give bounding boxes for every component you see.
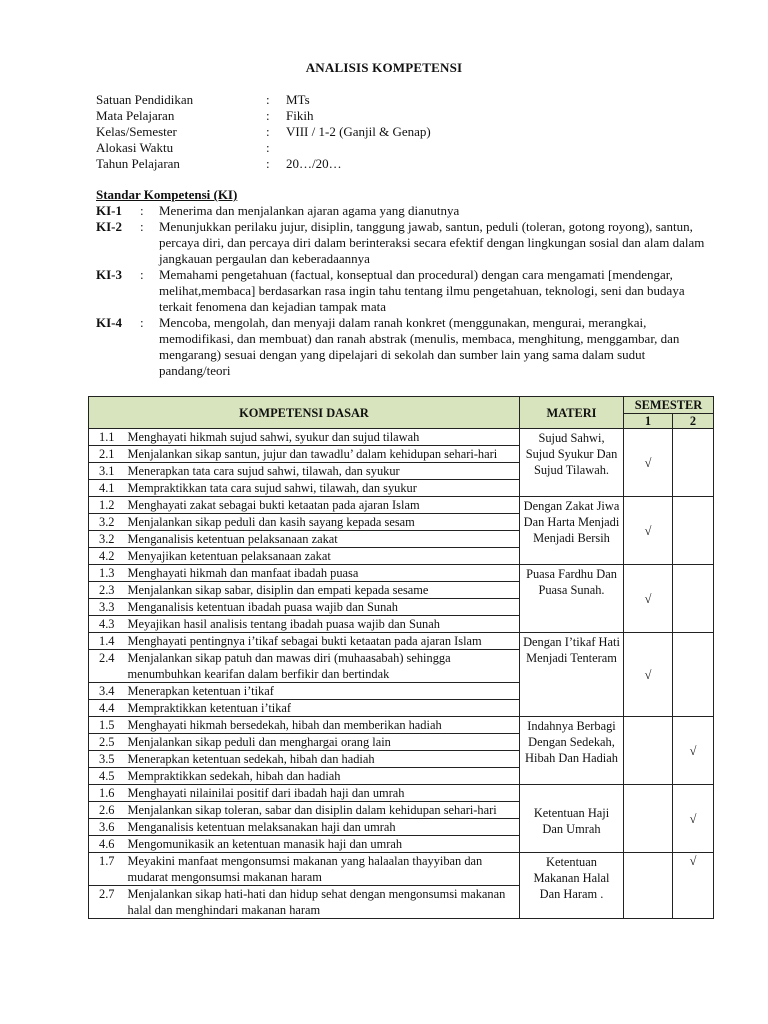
semester-1-cell: [624, 785, 673, 853]
identity-value: VIII / 1-2 (Ganjil & Genap): [286, 124, 431, 139]
table-row: [89, 497, 714, 514]
semester-1-cell: [624, 717, 673, 785]
identity-value: 20…/20…: [286, 156, 342, 171]
kd-text: Menghayati pentingnya i’tikaf sebagai bukti ketaatan pada ajaran Islam: [125, 633, 520, 650]
kd-number: 3.5: [89, 751, 125, 768]
identity-label: Mata Pelajaran: [96, 108, 175, 123]
materi-cell: Puasa Fardhu Dan Puasa Sunah.: [520, 565, 624, 633]
ki-text: Memahami pengetahuan (factual, konseptual dan procedural) dengan cara mengamati [mendengar, melihat,membaca] berdasarkan rasa ingin tahu tentang ilmu pengetahuan, teknologi, seni dan budaya terkait fenomena dan kejadian tampak mata: [159, 267, 685, 314]
table-row: [89, 565, 714, 582]
identity-row: [96, 108, 431, 124]
kd-text: Menjalankan sikap patuh dan mawas diri (muhaasabah) sehingga menumbuhkan kearifan dalam berfikir dan bertindak: [125, 650, 520, 683]
identity-value: Fikih: [286, 108, 314, 123]
kd-text: Mengomunikasik an ketentuan manasik haji dan umrah: [125, 836, 520, 853]
semester-1-cell: [624, 429, 673, 497]
identity-label: Kelas/Semester: [96, 124, 177, 139]
kd-text: Mempraktikkan ketentuan i’tikaf: [125, 700, 520, 717]
competency-table: [88, 396, 714, 919]
kd-text: Menganalisis ketentuan melaksanakan haji dan umrah: [125, 819, 520, 836]
identity-row: [96, 124, 431, 140]
materi-cell: Dengan Zakat Jiwa Dan Harta Menjadi Menjadi Bersih: [520, 497, 624, 565]
ki-separator: :: [140, 315, 144, 330]
identity-row: [96, 92, 431, 108]
identity-row: [96, 156, 431, 172]
header-semester-2: 2: [673, 414, 714, 429]
header-materi: MATERI: [520, 397, 624, 429]
kd-number: 1.5: [89, 717, 125, 734]
kd-number: 1.3: [89, 565, 125, 582]
kd-number: 2.6: [89, 802, 125, 819]
materi-cell: Dengan I’tikaf Hati Menjadi Tenteram: [520, 633, 624, 717]
kd-text: Menyajikan ketentuan pelaksanaan zakat: [125, 548, 520, 565]
semester-1-cell: [624, 497, 673, 565]
ki-text: Menerima dan menjalankan ajaran agama yang dianutnya: [159, 203, 460, 218]
kd-text: Menghayati nilainilai positif dari ibadah haji dan umrah: [125, 785, 520, 802]
kd-number: 1.7: [89, 853, 125, 886]
semester-1-cell: [624, 853, 673, 919]
kd-text: Menerapkan tata cara sujud sahwi, tilawah, dan syukur: [125, 463, 520, 480]
checkmark-icon: √: [644, 591, 652, 606]
kd-text: Menjalankan sikap peduli dan menghargai orang lain: [125, 734, 520, 751]
ki-code: KI-3: [96, 267, 122, 282]
materi-cell: Ketentuan Makanan Halal Dan Haram .: [520, 853, 624, 919]
kd-text: Menghayati hikmah dan manfaat ibadah puasa: [125, 565, 520, 582]
identity-value: MTs: [286, 92, 310, 107]
kd-number: 3.6: [89, 819, 125, 836]
semester-2-cell: [673, 565, 714, 633]
table-row: [89, 633, 714, 650]
kd-number: 3.1: [89, 463, 125, 480]
kd-text: Menganalisis ketentuan ibadah puasa wajib dan Sunah: [125, 599, 520, 616]
kd-number: 4.3: [89, 616, 125, 633]
checkmark-icon: √: [644, 455, 652, 470]
kd-number: 4.2: [89, 548, 125, 565]
kd-number: 3.4: [89, 683, 125, 700]
semester-2-cell: [673, 429, 714, 497]
kd-text: Menjalankan sikap hati-hati dan hidup sehat dengan mengonsumsi makanan halal dan menghindari makanan haram: [125, 886, 520, 919]
header-semester-1: 1: [624, 414, 673, 429]
checkmark-icon: √: [644, 667, 652, 682]
kd-number: 3.2: [89, 514, 125, 531]
kd-text: Mempraktikkan tata cara sujud sahwi, tilawah, dan syukur: [125, 480, 520, 497]
standar-kompetensi-heading: Standar Kompetensi (KI): [96, 187, 238, 202]
kd-text: Meyakini manfaat mengonsumsi makanan yang halaalan thayyiban dan mudarat mengonsumsi makanan haram: [125, 853, 520, 886]
kd-number: 1.6: [89, 785, 125, 802]
page-title: ANALISIS KOMPETENSI: [305, 60, 463, 75]
kd-number: 2.1: [89, 446, 125, 463]
kd-number: 4.4: [89, 700, 125, 717]
semester-2-cell: [673, 785, 714, 853]
identity-label: Tahun Pelajaran: [96, 156, 180, 171]
table-row: [89, 717, 714, 734]
identity-sep: :: [266, 124, 270, 139]
kd-number: 4.6: [89, 836, 125, 853]
ki-text: Menunjukkan perilaku jujur, disiplin, tanggung jawab, santun, peduli (toleran, gotong royong), santun, percaya diri, dan percaya diri dalam berinteraksi secara efektif dengan lingkungan sosial dan alam dalam jangkauan pergaulan dan keberadaannya: [159, 219, 705, 266]
identity-sep: :: [266, 140, 270, 155]
ki-separator: :: [140, 267, 144, 282]
identity-block: [96, 92, 431, 172]
semester-2-cell: [673, 717, 714, 785]
semester-2-cell: [673, 633, 714, 717]
ki-text: Mencoba, mengolah, dan menyaji dalam ranah konkret (menggunakan, mengurai, merangkai, memodifikasi, dan membuat) dan ranah abstrak (menulis, membaca, menghitung, menggambar, dan mengarang) sesuai dengan yang dipelajari di sekolah dan sumber lain yang sama dalam sudut pandang/teori: [159, 315, 680, 378]
table-row: [89, 429, 714, 446]
identity-sep: :: [266, 156, 270, 171]
identity-label: Satuan Pendidikan: [96, 92, 194, 107]
checkmark-icon: √: [689, 811, 697, 826]
ki-item: [96, 203, 716, 219]
kd-number: 3.3: [89, 599, 125, 616]
header-kompetensi-dasar: KOMPETENSI DASAR: [89, 397, 520, 429]
semester-2-cell: [673, 853, 714, 919]
semester-1-cell: [624, 565, 673, 633]
table-row: [89, 785, 714, 802]
ki-code: KI-4: [96, 315, 122, 330]
ki-item: [96, 267, 716, 315]
materi-cell: Sujud Sahwi, Sujud Syukur Dan Sujud Tilawah.: [520, 429, 624, 497]
checkmark-icon: √: [689, 743, 697, 758]
kd-number: 2.3: [89, 582, 125, 599]
kd-number: 4.5: [89, 768, 125, 785]
identity-label: Alokasi Waktu: [96, 140, 174, 155]
kd-text: Menjalankan sikap peduli dan kasih sayang kepada sesam: [125, 514, 520, 531]
ki-item: [96, 315, 716, 379]
kd-number: 2.5: [89, 734, 125, 751]
kd-number: 2.7: [89, 886, 125, 919]
ki-separator: :: [140, 203, 144, 218]
kd-text: Menjalankan sikap santun, jujur dan tawadlu’ dalam kehidupan sehari-hari: [125, 446, 520, 463]
semester-1-cell: [624, 633, 673, 717]
kd-text: Menjalankan sikap sabar, disiplin dan empati kepada sesame: [125, 582, 520, 599]
ki-item: [96, 219, 716, 267]
kd-number: 1.2: [89, 497, 125, 514]
identity-row: [96, 140, 431, 156]
kd-text: Menjalankan sikap toleran, sabar dan disiplin dalam kehidupan sehari-hari: [125, 802, 520, 819]
kd-text: Menghayati hikmah sujud sahwi, syukur dan sujud tilawah: [125, 429, 520, 446]
materi-cell: Ketentuan Haji Dan Umrah: [520, 785, 624, 853]
kd-number: 4.1: [89, 480, 125, 497]
identity-sep: :: [266, 92, 270, 107]
kd-text: Menghayati hikmah bersedekah, hibah dan memberikan hadiah: [125, 717, 520, 734]
kd-number: 1.4: [89, 633, 125, 650]
kd-number: 3.2: [89, 531, 125, 548]
kd-text: Mempraktikkan sedekah, hibah dan hadiah: [125, 768, 520, 785]
kd-text: Menerapkan ketentuan i’tikaf: [125, 683, 520, 700]
identity-value: [286, 140, 431, 156]
ki-code: KI-1: [96, 203, 122, 218]
checkmark-icon: √: [644, 523, 652, 538]
semester-2-cell: [673, 497, 714, 565]
header-semester: SEMESTER: [624, 397, 714, 414]
kd-text: Meyajikan hasil analisis tentang ibadah puasa wajib dan Sunah: [125, 616, 520, 633]
table-row: [89, 853, 714, 886]
kd-number: 2.4: [89, 650, 125, 683]
kd-text: Menganalisis ketentuan pelaksanaan zakat: [125, 531, 520, 548]
materi-cell: Indahnya Berbagi Dengan Sedekah, Hibah Dan Hadiah: [520, 717, 624, 785]
checkmark-icon: √: [689, 854, 697, 868]
kd-number: 1.1: [89, 429, 125, 446]
identity-sep: :: [266, 108, 270, 123]
kd-text: Menghayati zakat sebagai bukti ketaatan pada ajaran Islam: [125, 497, 520, 514]
ki-code: KI-2: [96, 219, 122, 234]
kd-text: Menerapkan ketentuan sedekah, hibah dan hadiah: [125, 751, 520, 768]
ki-separator: :: [140, 219, 144, 234]
